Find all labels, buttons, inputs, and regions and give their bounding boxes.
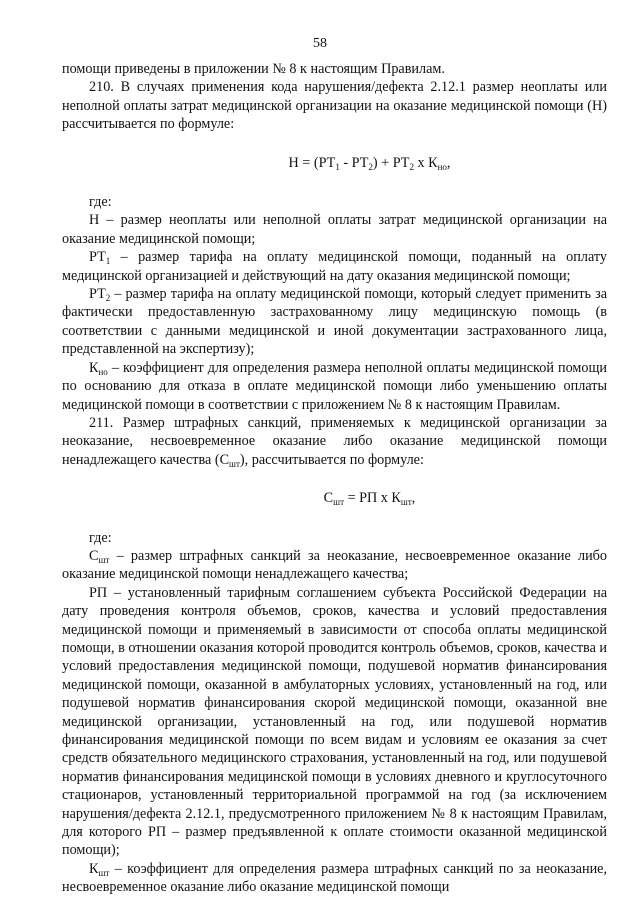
where-label: где: xyxy=(89,529,112,546)
definition-ksht: $К_{шт}$ – коэффициент для определения размера штрафных санкций по за неоказание, несвоевременное оказание либо оказание медицинской помощи xyxy=(62,860,607,896)
formula-h: $Н = (РТ_1 - РТ_2) + РТ_2$ х $К_{но}$, xyxy=(288,154,451,172)
where-label: где: xyxy=(89,194,112,211)
definition-kno: $К_{но}$ – коэффициент для определения размера неполной оплаты медицинской помощи по основанию для отказа в оплате медицинской помощи либо уменьшению оплаты медицинской помощи в соответствии с приложением № 8 к настоящим Правилам. xyxy=(62,359,607,413)
paragraph-continuation: помощи приведены в приложении № 8 к настоящим Правилам. xyxy=(62,61,445,77)
document-body xyxy=(62,60,607,897)
definition-rt1: $РТ_1$ – размер тарифа на оплату медицинской помощи, поданный на оплату медицинской организацией и действующий на дату оказания медицинской помощи; xyxy=(62,249,607,284)
definition-h: Н – размер неоплаты или неполной оплаты затрат медицинской организации на оказание медицинской помощи; xyxy=(62,212,607,247)
definition-csht: $С_{шт}$ – размер штрафных санкций за неоказание, несвоевременное оказание либо оказание медицинской помощи ненадлежащего качества; xyxy=(62,547,607,583)
page-number: 58 xyxy=(313,36,327,51)
paragraph-211: 211. Размер штрафных санкций, применяемых к медицинской организации за неоказание, несвоевременное оказание либо оказание медицинской помощи ненадлежащего качества $(С_{шт})$, рассчитывается по формуле: xyxy=(62,414,607,469)
definition-rt2: $РТ_2$ – размер тарифа на оплату медицинской помощи, который следует применить за фактически предоставленную застрахованному лицу медицинскую помощь (в соответствии с данными медицинской и иной документации застрахованного лица, представленной на экспертизу); xyxy=(62,286,607,358)
definition-rp: РП – установленный тарифным соглашением субъекта Российской Федерации на дату проведения контроля объемов, сроков, качества и условий предоставления медицинской помощи и применяемый в зависимости от способа оплаты медицинской помощи, в отношении оказания которой проводится контроль объемов, сроков, качества и условий предоставления медицинской помощи, подушевой норматив финансирования медицинской помощи, оказанной в амбулаторных условиях, установленный на год, или подушевой норматив финансирования скорой медицинской помощи, оказанной вне медицинской организации, установленный на год, или подушевой норматив финансирования медицинской помощи по всем видам и условиям ее оказания за счет средств обязательного медицинского страхования, установленный на год, или подушевой норматив финансирования медицинской помощи в условиях дневного и круглосуточного стационаров, установленный территориальной программой на год (за исключением нарушения/дефекта 2.12.1, предусмотренного приложением № 8 к настоящим Правилам, для которого РП – размер предъявленной к оплате стоимости оказанной медицинской помощи); xyxy=(62,584,608,859)
formula-csht: $С_{шт}$ = РП х $К_{шт}$, xyxy=(323,490,416,508)
paragraph-210: 210. В случаях применения кода нарушения/дефекта 2.12.1 размер неоплаты или неполной оплаты затрат медицинской организации на оказание медицинской помощи (Н) рассчитывается по формуле: xyxy=(62,79,607,133)
